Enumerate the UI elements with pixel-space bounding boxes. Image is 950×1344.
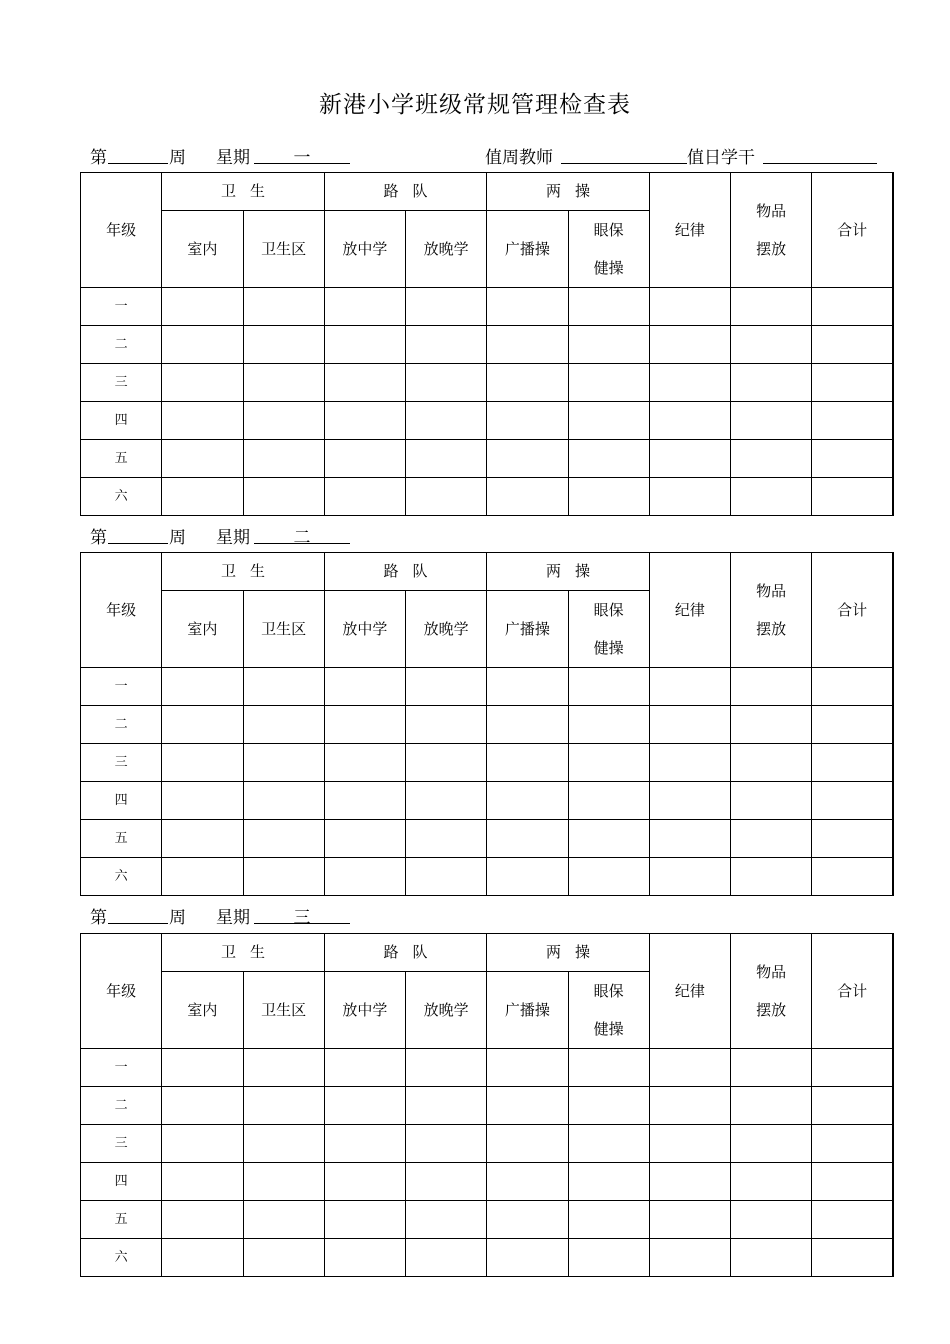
score-cell[interactable] [162, 288, 243, 326]
score-cell[interactable] [487, 1163, 568, 1201]
score-cell[interactable] [568, 1125, 649, 1163]
week-number-field[interactable] [108, 143, 168, 164]
score-cell[interactable] [812, 326, 893, 364]
score-cell[interactable] [406, 706, 487, 744]
score-cell[interactable] [406, 1239, 487, 1277]
two-exercises-header: 两操 [487, 173, 650, 211]
score-cell[interactable] [568, 364, 649, 402]
score-cell[interactable] [162, 1201, 243, 1239]
score-cell[interactable] [406, 364, 487, 402]
items-placement-header: 物品 摆放 [731, 934, 812, 1049]
score-cell[interactable] [649, 744, 730, 782]
score-cell[interactable] [243, 858, 324, 896]
grade-label: 五 [81, 440, 162, 478]
score-cell[interactable] [324, 782, 405, 820]
score-cell[interactable] [812, 1163, 893, 1201]
table-row [81, 706, 894, 744]
indoor-header: 室内 [162, 591, 243, 668]
week-suffix: 周 [169, 528, 186, 548]
grade-label: 四 [81, 782, 162, 820]
grade-label: 三 [81, 364, 162, 402]
score-cell[interactable] [324, 1087, 405, 1125]
section-3-info-line [90, 903, 490, 929]
score-cell[interactable] [324, 288, 405, 326]
grade-label: 一 [81, 288, 162, 326]
score-cell[interactable] [162, 402, 243, 440]
score-cell[interactable] [731, 1125, 812, 1163]
score-cell[interactable] [406, 326, 487, 364]
noon-dismissal-header: 放中学 [324, 972, 405, 1049]
table-row [81, 364, 894, 402]
score-cell[interactable] [162, 1125, 243, 1163]
grade-label: 六 [81, 478, 162, 516]
score-cell[interactable] [487, 440, 568, 478]
score-cell[interactable] [487, 858, 568, 896]
items-placement-header: 物品 摆放 [731, 553, 812, 668]
score-cell[interactable] [324, 706, 405, 744]
score-cell[interactable] [243, 1049, 324, 1087]
score-cell[interactable] [162, 744, 243, 782]
score-cell[interactable] [649, 288, 730, 326]
score-cell[interactable] [406, 440, 487, 478]
score-cell[interactable] [731, 744, 812, 782]
score-cell[interactable] [243, 364, 324, 402]
grade-header: 年级 [81, 553, 162, 668]
eye-exercise-header: 眼保 健操 [568, 591, 649, 668]
score-cell[interactable] [649, 1239, 730, 1277]
score-cell[interactable] [812, 440, 893, 478]
score-cell[interactable] [243, 782, 324, 820]
score-cell[interactable] [243, 478, 324, 516]
score-cell[interactable] [568, 1239, 649, 1277]
score-cell[interactable] [487, 326, 568, 364]
score-cell[interactable] [649, 706, 730, 744]
score-cell[interactable] [406, 1125, 487, 1163]
page-title: 新港小学班级常规管理检查表 [319, 92, 631, 118]
score-cell[interactable] [731, 478, 812, 516]
score-cell[interactable] [243, 1087, 324, 1125]
score-cell[interactable] [162, 478, 243, 516]
score-cell[interactable] [487, 478, 568, 516]
table-row [81, 1239, 894, 1277]
score-cell[interactable] [162, 1087, 243, 1125]
score-cell[interactable] [324, 402, 405, 440]
week-suffix: 周 [169, 148, 186, 168]
score-cell[interactable] [568, 402, 649, 440]
inspection-table-1 [80, 172, 894, 516]
table-row [81, 326, 894, 364]
hygiene-area-header: 卫生区 [243, 591, 324, 668]
score-cell[interactable] [243, 706, 324, 744]
duty-teacher-field[interactable] [561, 143, 687, 164]
score-cell[interactable] [243, 1163, 324, 1201]
grade-label: 五 [81, 820, 162, 858]
grade-label: 六 [81, 858, 162, 896]
score-cell[interactable] [649, 478, 730, 516]
score-cell[interactable] [487, 782, 568, 820]
score-cell[interactable] [568, 478, 649, 516]
score-cell[interactable] [324, 1239, 405, 1277]
score-cell[interactable] [487, 1087, 568, 1125]
score-cell[interactable] [324, 1049, 405, 1087]
score-cell[interactable] [649, 364, 730, 402]
score-cell[interactable] [568, 820, 649, 858]
score-cell[interactable] [568, 1201, 649, 1239]
score-cell[interactable] [324, 364, 405, 402]
score-cell[interactable] [568, 1087, 649, 1125]
score-cell[interactable] [649, 858, 730, 896]
total-header: 合计 [812, 934, 893, 1049]
score-cell[interactable] [812, 820, 893, 858]
score-cell[interactable] [649, 668, 730, 706]
score-cell[interactable] [649, 1201, 730, 1239]
table-row [81, 782, 894, 820]
score-cell[interactable] [324, 1163, 405, 1201]
score-cell[interactable] [568, 668, 649, 706]
score-cell[interactable] [406, 288, 487, 326]
score-cell[interactable] [812, 478, 893, 516]
weekday-label: 星期 [216, 528, 250, 548]
score-cell[interactable] [162, 858, 243, 896]
score-cell[interactable] [568, 326, 649, 364]
weekday-label: 星期 [216, 148, 250, 168]
score-cell[interactable] [812, 1125, 893, 1163]
score-cell[interactable] [731, 402, 812, 440]
evening-dismissal-header: 放晚学 [406, 972, 487, 1049]
score-cell[interactable] [487, 364, 568, 402]
score-cell[interactable] [731, 858, 812, 896]
table-row [81, 1201, 894, 1239]
week-prefix: 第 [90, 908, 107, 928]
grade-label: 二 [81, 706, 162, 744]
score-cell[interactable] [406, 478, 487, 516]
score-cell[interactable] [324, 820, 405, 858]
score-cell[interactable] [487, 744, 568, 782]
score-cell[interactable] [162, 1239, 243, 1277]
score-cell[interactable] [324, 326, 405, 364]
score-cell[interactable] [324, 1125, 405, 1163]
score-cell[interactable] [243, 402, 324, 440]
score-cell[interactable] [731, 1049, 812, 1087]
score-cell[interactable] [487, 288, 568, 326]
section-1-info-line [90, 143, 890, 169]
score-cell[interactable] [812, 288, 893, 326]
score-cell[interactable] [406, 744, 487, 782]
road-team-header: 路队 [324, 934, 487, 972]
table-row [81, 1087, 894, 1125]
score-cell[interactable] [324, 668, 405, 706]
score-cell[interactable] [487, 1049, 568, 1087]
score-cell[interactable] [324, 478, 405, 516]
score-cell[interactable] [406, 1087, 487, 1125]
score-cell[interactable] [406, 1049, 487, 1087]
table-row [81, 1049, 894, 1087]
score-cell[interactable] [487, 668, 568, 706]
score-cell[interactable] [731, 326, 812, 364]
grade-label: 二 [81, 1087, 162, 1125]
week-prefix: 第 [90, 148, 107, 168]
week-number-field[interactable] [108, 523, 168, 544]
discipline-header: 纪律 [649, 934, 730, 1049]
total-header: 合计 [812, 173, 893, 288]
score-cell[interactable] [649, 1049, 730, 1087]
weekday-field[interactable]: 一 [254, 143, 350, 164]
score-cell[interactable] [649, 1163, 730, 1201]
score-cell[interactable] [162, 820, 243, 858]
grade-label: 六 [81, 1239, 162, 1277]
duty-cadre-label: 值日学干 [687, 148, 755, 168]
noon-dismissal-header: 放中学 [324, 591, 405, 668]
score-cell[interactable] [812, 1201, 893, 1239]
score-cell[interactable] [812, 1049, 893, 1087]
week-number-field[interactable] [108, 903, 168, 924]
score-cell[interactable] [487, 402, 568, 440]
score-cell[interactable] [731, 288, 812, 326]
section-2-info-line [90, 523, 490, 549]
weekday-field[interactable]: 二 [254, 523, 350, 544]
score-cell[interactable] [406, 782, 487, 820]
score-cell[interactable] [324, 744, 405, 782]
score-cell[interactable] [162, 1163, 243, 1201]
score-cell[interactable] [731, 668, 812, 706]
score-cell[interactable] [812, 364, 893, 402]
two-exercises-header: 两操 [487, 934, 650, 972]
score-cell[interactable] [162, 706, 243, 744]
score-cell[interactable] [324, 858, 405, 896]
score-cell[interactable] [243, 440, 324, 478]
score-cell[interactable] [649, 782, 730, 820]
inspection-table-2 [80, 552, 894, 896]
score-cell[interactable] [649, 1125, 730, 1163]
table-row [81, 402, 894, 440]
score-cell[interactable] [568, 1049, 649, 1087]
road-team-header: 路队 [324, 553, 487, 591]
score-cell[interactable] [162, 782, 243, 820]
score-cell[interactable] [568, 1163, 649, 1201]
noon-dismissal-header: 放中学 [324, 211, 405, 288]
score-cell[interactable] [487, 820, 568, 858]
score-cell[interactable] [162, 668, 243, 706]
discipline-header: 纪律 [649, 553, 730, 668]
score-cell[interactable] [649, 402, 730, 440]
inspection-table-3 [80, 933, 894, 1277]
road-team-header: 路队 [324, 173, 487, 211]
score-cell[interactable] [243, 288, 324, 326]
score-cell[interactable] [406, 858, 487, 896]
grade-label: 三 [81, 1125, 162, 1163]
indoor-header: 室内 [162, 972, 243, 1049]
score-cell[interactable] [406, 820, 487, 858]
eye-exercise-header: 眼保 健操 [568, 972, 649, 1049]
broadcast-exercise-header: 广播操 [487, 972, 568, 1049]
score-cell[interactable] [243, 744, 324, 782]
grade-label: 四 [81, 1163, 162, 1201]
score-cell[interactable] [812, 858, 893, 896]
score-cell[interactable] [568, 706, 649, 744]
grade-label: 五 [81, 1201, 162, 1239]
weekday-label: 星期 [216, 908, 250, 928]
table-row [81, 820, 894, 858]
score-cell[interactable] [487, 1239, 568, 1277]
score-cell[interactable] [731, 1163, 812, 1201]
score-cell[interactable] [243, 1201, 324, 1239]
discipline-header: 纪律 [649, 173, 730, 288]
score-cell[interactable] [731, 782, 812, 820]
broadcast-exercise-header: 广播操 [487, 591, 568, 668]
evening-dismissal-header: 放晚学 [406, 211, 487, 288]
duty-cadre-field[interactable] [763, 143, 877, 164]
score-cell[interactable] [649, 1087, 730, 1125]
score-cell[interactable] [812, 1239, 893, 1277]
score-cell[interactable] [731, 1087, 812, 1125]
grade-label: 二 [81, 326, 162, 364]
score-cell[interactable] [406, 1163, 487, 1201]
score-cell[interactable] [812, 668, 893, 706]
score-cell[interactable] [406, 668, 487, 706]
score-cell[interactable] [731, 1239, 812, 1277]
table-row [81, 744, 894, 782]
score-cell[interactable] [812, 744, 893, 782]
week-suffix: 周 [169, 908, 186, 928]
broadcast-exercise-header: 广播操 [487, 211, 568, 288]
two-exercises-header: 两操 [487, 553, 650, 591]
score-cell[interactable] [487, 1125, 568, 1163]
score-cell[interactable] [487, 706, 568, 744]
score-cell[interactable] [568, 288, 649, 326]
hygiene-header: 卫生 [162, 934, 325, 972]
eye-exercise-header: 眼保 健操 [568, 211, 649, 288]
score-cell[interactable] [731, 1201, 812, 1239]
score-cell[interactable] [731, 706, 812, 744]
score-cell[interactable] [812, 1087, 893, 1125]
hygiene-area-header: 卫生区 [243, 972, 324, 1049]
grade-label: 一 [81, 668, 162, 706]
items-placement-header: 物品 摆放 [731, 173, 812, 288]
score-cell[interactable] [649, 440, 730, 478]
score-cell[interactable] [731, 364, 812, 402]
indoor-header: 室内 [162, 211, 243, 288]
score-cell[interactable] [568, 440, 649, 478]
table-row [81, 288, 894, 326]
grade-label: 四 [81, 402, 162, 440]
evening-dismissal-header: 放晚学 [406, 591, 487, 668]
score-cell[interactable] [162, 364, 243, 402]
duty-teacher-label: 值周教师 [485, 148, 553, 168]
score-cell[interactable] [162, 326, 243, 364]
score-cell[interactable] [568, 858, 649, 896]
score-cell[interactable] [568, 782, 649, 820]
hygiene-header: 卫生 [162, 553, 325, 591]
hygiene-header: 卫生 [162, 173, 325, 211]
week-prefix: 第 [90, 528, 107, 548]
grade-label: 三 [81, 744, 162, 782]
table-row [81, 1125, 894, 1163]
table-row [81, 858, 894, 896]
table-row [81, 1163, 894, 1201]
score-cell[interactable] [162, 1049, 243, 1087]
score-cell[interactable] [649, 326, 730, 364]
score-cell[interactable] [812, 706, 893, 744]
table-row [81, 478, 894, 516]
score-cell[interactable] [243, 1125, 324, 1163]
total-header: 合计 [812, 553, 893, 668]
score-cell[interactable] [406, 1201, 487, 1239]
score-cell[interactable] [731, 820, 812, 858]
table-row [81, 668, 894, 706]
score-cell[interactable] [324, 1201, 405, 1239]
score-cell[interactable] [406, 402, 487, 440]
weekday-field[interactable]: 三 [254, 903, 350, 924]
score-cell[interactable] [812, 402, 893, 440]
hygiene-area-header: 卫生区 [243, 211, 324, 288]
grade-label: 一 [81, 1049, 162, 1087]
score-cell[interactable] [731, 440, 812, 478]
score-cell[interactable] [162, 440, 243, 478]
score-cell[interactable] [568, 744, 649, 782]
score-cell[interactable] [487, 1201, 568, 1239]
score-cell[interactable] [243, 326, 324, 364]
score-cell[interactable] [812, 782, 893, 820]
score-cell[interactable] [324, 440, 405, 478]
table-row [81, 440, 894, 478]
score-cell[interactable] [243, 1239, 324, 1277]
score-cell[interactable] [243, 668, 324, 706]
grade-header: 年级 [81, 173, 162, 288]
grade-header: 年级 [81, 934, 162, 1049]
score-cell[interactable] [243, 820, 324, 858]
score-cell[interactable] [649, 820, 730, 858]
